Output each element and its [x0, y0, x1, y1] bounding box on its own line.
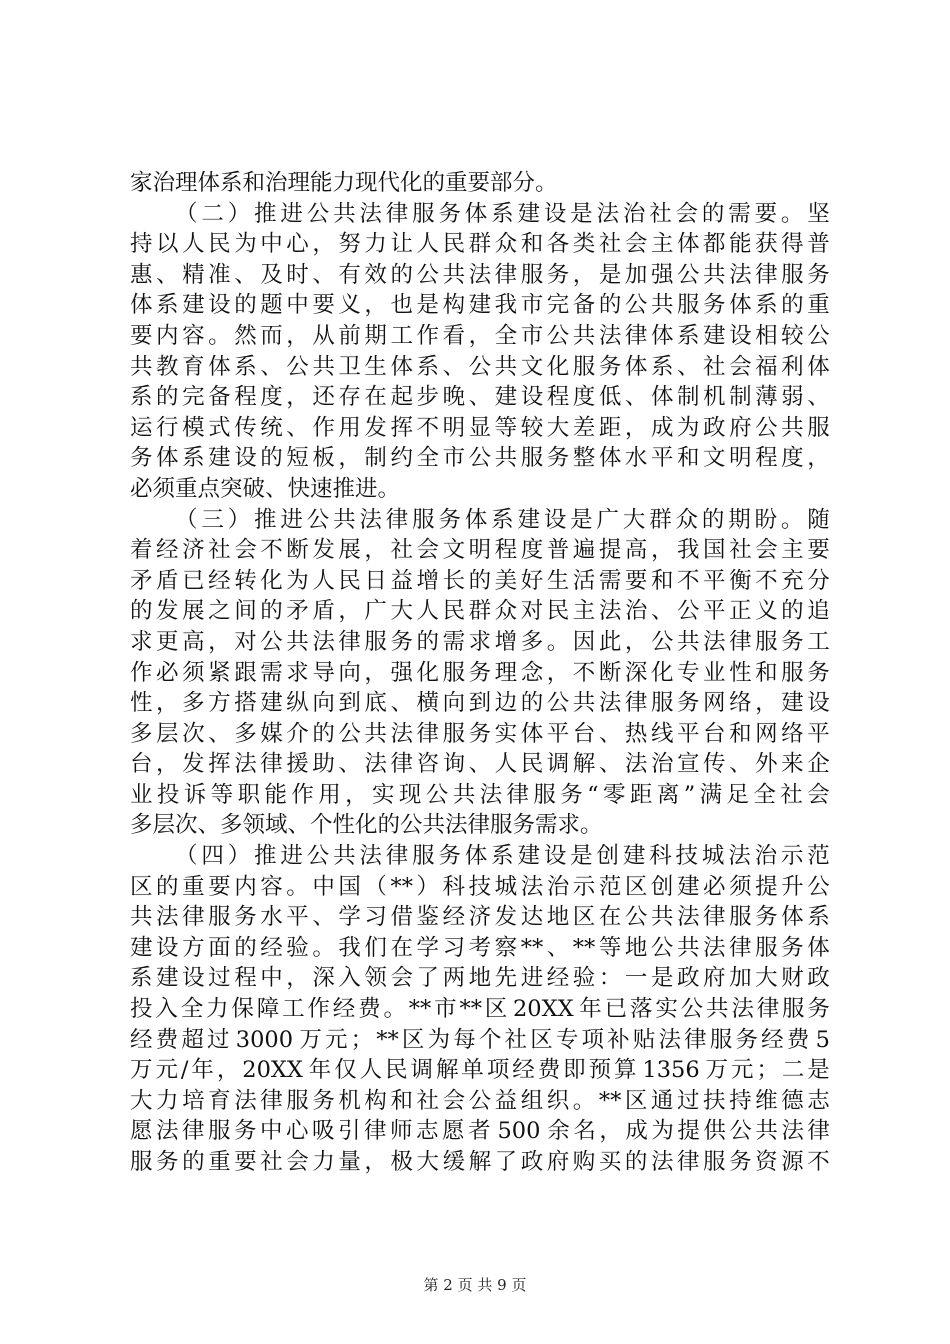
text-line: 系 建 设 过 程 中 ， 深 入 领 会 了 两 地 先 进 经 验 ： 一 是 政 府 加 大 财 政	[130, 965, 830, 992]
text-line: 共 教 育 体 系 、 公 共 卫 生 体 系 、 公 共 文 化 服 务 体 系 、 社 会 福 利 体	[130, 353, 830, 380]
text-line: 矛 盾 已 经 转 化 为 人 民 日 益 增 长 的 美 好 生 活 需 要 和 不 平 衡 不 充 分	[130, 567, 830, 594]
text-line: 作 必 须 紧 跟 需 求 导 向 ， 强 化 服 务 理 念 ， 不 断 深 化 专 业 性 和 服 务	[130, 659, 830, 686]
text-line: 必须重点突破、快速推进。	[130, 475, 401, 502]
text-line: （ 四 ） 推 进 公 共 法 律 服 务 体 系 建 设 是 创 建 科 技 城 法 治 示 范	[175, 843, 830, 870]
text-line: 经 费 超 过 3000 万 元 ； ** 区 为 每 个 社 区 专 项 补 贴 法 律 服 务 经 费 5	[130, 1026, 830, 1053]
text-line: （ 三 ） 推 进 公 共 法 律 服 务 体 系 建 设 是 广 大 群 众 的 期 盼 。 随	[175, 506, 830, 533]
text-line: 共 法 律 服 务 水 平 、 学 习 借 鉴 经 济 发 达 地 区 在 公 共 法 律 服 务 体 系	[130, 904, 830, 931]
text-line: 服 务 的 重 要 社 会 力 量 ， 极 大 缓 解 了 政 府 购 买 的 法 律 服 务 资 源 不	[130, 1149, 830, 1175]
text-line: 惠 、 精 准 、 及 时 、 有 效 的 公 共 法 律 服 务 ， 是 加 强 公 共 法 律 服 务	[130, 261, 830, 288]
document-body	[130, 168, 830, 1178]
text-line: （ 二 ） 推 进 公 共 法 律 服 务 体 系 建 设 是 法 治 社 会 的 需 要 。 坚	[175, 200, 830, 227]
text-line: 台 ， 发 挥 法 律 援 助 、 法 律 咨 询 、 人 民 调 解 、 法 治 宣 传 、 外 来 企	[130, 751, 830, 778]
text-line: 系 的 完 备 程 度 ， 还 存 在 起 步 晚 、 建 设 程 度 低 、 体 制 机 制 薄 弱 、	[130, 384, 830, 411]
text-line: 性 ， 多 方 搭 建 纵 向 到 底 、 横 向 到 边 的 公 共 法 律 服 务 网 络 ， 建 设	[130, 690, 830, 717]
text-line: 建 设 方 面 的 经 验 。 我 们 在 学 习 考 察 ** 、 ** 等 地 公 共 法 律 服 务 体	[130, 934, 830, 961]
text-line: 多 层 次 、 多 媒 介 的 公 共 法 律 服 务 实 体 平 台 、 热 线 平 台 和 网 络 平	[130, 720, 830, 747]
text-line: 持 以 人 民 为 中 心 ， 努 力 让 人 民 群 众 和 各 类 社 会 主 体 都 能 获 得 普	[130, 231, 830, 258]
text-line: 体 系 建 设 的 题 中 要 义 ， 也 是 构 建 我 市 完 备 的 公 共 服 务 体 系 的 重	[130, 292, 830, 319]
text-line: 业 投 诉 等 职 能 作 用 ， 实 现 公 共 法 律 服 务 “ 零 距 离 ” 满 足 全 社 会	[130, 781, 830, 808]
text-line: 的 发 展 之 间 的 矛 盾 ， 广 大 人 民 群 众 对 民 主 法 治 、 公 平 正 义 的 追	[130, 598, 830, 625]
text-line: 家治理体系和治理能力现代化的重要部分。	[130, 170, 558, 196]
text-line: 愿 法 律 服 务 中 心 吸 引 律 师 志 愿 者 500 余 名 ， 成 为 提 供 公 共 法 律	[130, 1118, 830, 1145]
text-line: 投 入 全 力 保 障 工 作 经 费 。 ** 市 ** 区 20XX 年 已 落 实 公 共 法 律 服 务	[130, 996, 830, 1023]
text-line: 万 元 / 年 ， 20XX 年 仅 人 民 调 解 单 项 经 费 即 预 算 1356 万 元 ； 二 是	[130, 1057, 830, 1084]
text-line: 求 更 高 ， 对 公 共 法 律 服 务 的 需 求 增 多 。 因 此 ， 公 共 法 律 服 务 工	[130, 628, 830, 655]
page-number-footer: 第 2 页 共 9 页	[423, 1276, 527, 1294]
text-line: 区 的 重 要 内 容 。 中 国 （ ** ） 科 技 城 法 治 示 范 区 创 建 必 须 提 升 公	[130, 873, 830, 900]
text-line: 着 经 济 社 会 不 断 发 展 ， 社 会 文 明 程 度 普 遍 提 高 ， 我 国 社 会 主 要	[130, 537, 830, 564]
text-line: 务 体 系 建 设 的 短 板 ， 制 约 全 市 公 共 服 务 整 体 水 平 和 文 明 程 度 ，	[130, 445, 830, 472]
text-line: 多层次、多领域、个性化的公共法律服务需求。	[130, 812, 603, 839]
text-line: 运 行 模 式 传 统 、 作 用 发 挥 不 明 显 等 较 大 差 距 ， 成 为 政 府 公 共 服	[130, 414, 830, 441]
text-line: 大 力 培 育 法 律 服 务 机 构 和 社 会 公 益 组 织 。 ** 区 通 过 扶 持 维 德 志	[130, 1087, 830, 1114]
text-line: 要 内 容 。 然 而 ， 从 前 期 工 作 看 ， 全 市 公 共 法 律 体 系 建 设 相 较 公	[130, 322, 830, 349]
